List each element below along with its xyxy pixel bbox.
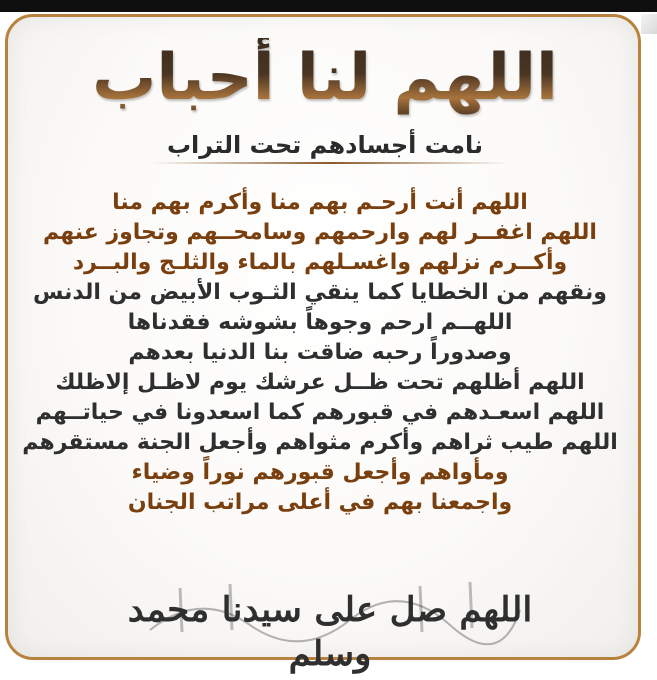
- verse-line: ومأواهم وأجعل قبورهم نوراً وضياء: [131, 460, 509, 485]
- page-subtitle: نامت أجسادهم تحت التراب: [166, 131, 484, 159]
- calligraphy-salawat: [120, 570, 540, 674]
- calligraphy-text: اللهم صل على سيدنا محمد وسلم: [127, 590, 533, 674]
- subtitle-underline: [150, 162, 510, 164]
- verse-line: اللهم أنت أرحـم بهم منا وأكرم بهم منا: [112, 190, 528, 215]
- verse-line: اللهم أظلهم تحت ظــل عرشك يوم لاظـل إلاظلك: [55, 370, 585, 395]
- verse-line: اللهم طيب ثراهم وأكرم مثواهم وأجعل الجنة مستقرهم: [22, 430, 618, 455]
- verse-line: ونقهم من الخطايا كما ينقي الثـوب الأبيض من الدنس: [33, 280, 607, 305]
- verse-line: اللهــم ارحم وجوهاً بشوشه فقدناها: [127, 310, 513, 335]
- corner-fold: [641, 14, 657, 34]
- verse-line: اللهم اسعـدهم في قبورهم كما اسعدونا في حياتــهم: [35, 400, 605, 425]
- verse-line: وصدوراً رحبه ضاقت بنا الدنيا بعدهم: [128, 340, 512, 365]
- verse-line: واجمعنا بهم في أعلى مراتب الجنان: [127, 490, 513, 515]
- verse-line: وأكــرم نزلهم واغسـلهم بالماء والثلـج والبــرد: [72, 250, 568, 275]
- page-title: اللهم لنا أحباب: [0, 38, 650, 118]
- top-dark-bar: [0, 0, 657, 12]
- verse-line: اللهم اغفــر لهم وارحمهم وسامحــهم وتجاوز عنهم: [43, 220, 597, 245]
- verses-block: [18, 188, 622, 518]
